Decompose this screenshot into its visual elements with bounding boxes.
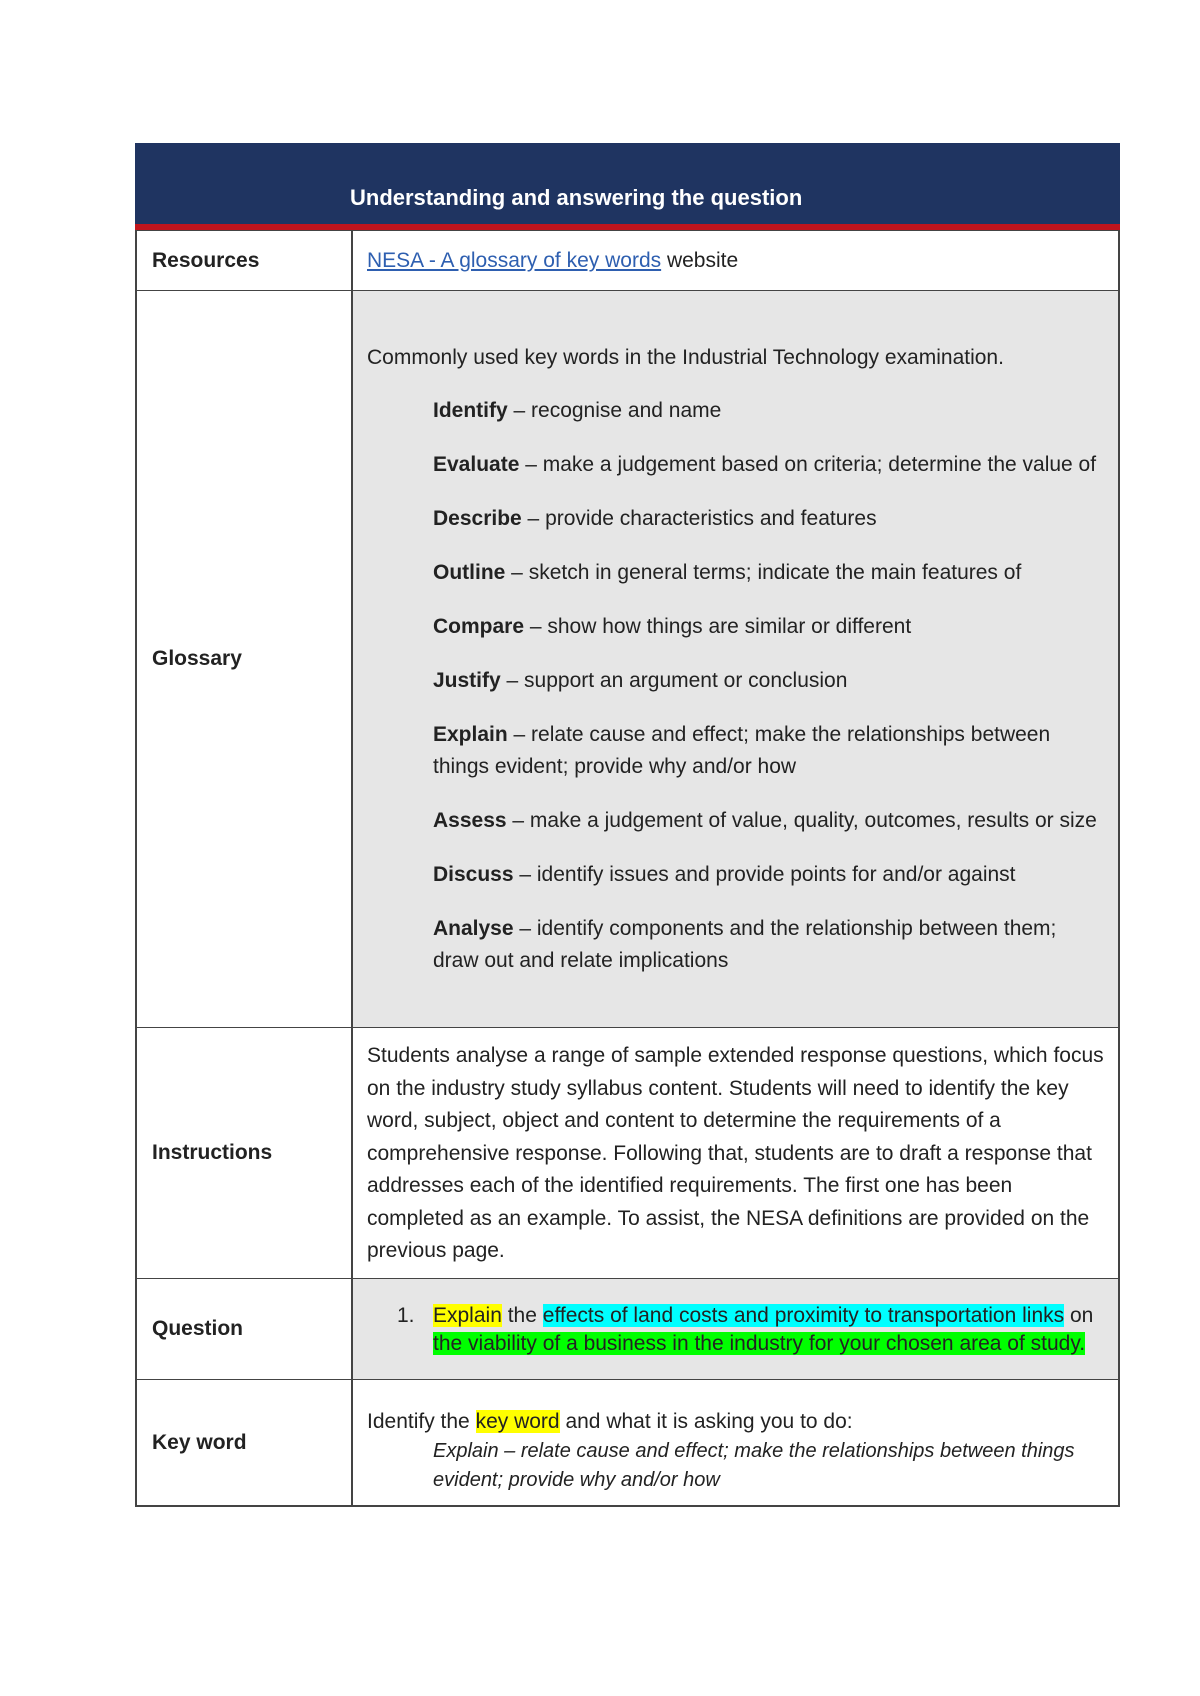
question-object: the viability of a business in the industry for your chosen area of study. xyxy=(433,1332,1086,1355)
instructions-row xyxy=(136,1028,1119,1279)
resources-cell xyxy=(352,231,1119,291)
glossary-item: Describe – provide characteristics and features xyxy=(433,506,877,530)
nesa-glossary-link[interactable]: NESA - A glossary of key words xyxy=(367,248,662,272)
question-keyword: Explain xyxy=(433,1304,502,1327)
key-word-cell xyxy=(352,1380,1119,1507)
instructions-text: Students analyse a range of sample extended response questions, which focus on the industry study syllabus content. Students will need to identify the key word, subject, object and content to determine the requirements of a comprehensive response. Following that, students are to draft a response that addresses each of the identified requirements. The first one has been completed as an example. To assist, the NESA definitions are provided on the previous page. xyxy=(367,1044,1104,1263)
question-cell xyxy=(352,1279,1119,1380)
glossary-item: Evaluate – make a judgement based on criteria; determine the value of xyxy=(433,452,1097,476)
key-word-definition: Explain – relate cause and effect; make the relationships between things evident; provide why and/or how xyxy=(433,1440,1075,1491)
glossary-item: Assess – make a judgement of value, quality, outcomes, results or size xyxy=(433,808,1097,832)
glossary-item: Outline – sketch in general terms; indicate the main features of xyxy=(433,560,1022,584)
glossary-intro: Commonly used key words in the Industrial Technology examination. xyxy=(367,345,1004,369)
table-title: Understanding and answering the question xyxy=(350,185,803,210)
instructions-cell xyxy=(352,1028,1119,1279)
table-header xyxy=(135,143,1120,230)
resources-row xyxy=(136,231,1119,291)
glossary-row xyxy=(136,291,1119,1028)
key-word-prompt: Identify the key word and what it is asking you to do: xyxy=(367,1410,853,1433)
key-words-table xyxy=(135,230,1120,1507)
glossary-item: Discuss – identify issues and provide points for and/or against xyxy=(433,862,1016,886)
key-word-highlight: key word xyxy=(475,1410,560,1433)
glossary-item: Analyse – identify components and the relationship between them; draw out and relate implications xyxy=(433,916,1057,972)
glossary-label: Glossary xyxy=(136,291,352,1028)
question-label: Question xyxy=(136,1279,352,1380)
key-word-label: Key word xyxy=(136,1380,352,1507)
question-text: Explain the effects of land costs and proximity to transportation links on the viability of a business in the industry for your chosen area of study. xyxy=(433,1304,1094,1355)
glossary-item: Explain – relate cause and effect; make the relationships between things evident; provide why and/or how xyxy=(433,722,1051,778)
glossary-item: Compare – show how things are similar or different xyxy=(433,614,912,638)
glossary-cell xyxy=(352,291,1119,1028)
question-subject: effects of land costs and proximity to transportation links xyxy=(542,1304,1065,1327)
resources-label: Resources xyxy=(136,231,352,291)
instructions-label: Instructions xyxy=(136,1028,352,1279)
resources-suffix: website xyxy=(661,248,739,272)
key-word-row xyxy=(136,1380,1119,1507)
glossary-item: Identify – recognise and name xyxy=(433,398,722,422)
glossary-item: Justify – support an argument or conclusion xyxy=(433,668,848,692)
question-number: 1. xyxy=(397,1304,415,1327)
worksheet-table xyxy=(135,143,1120,1507)
question-row xyxy=(136,1279,1119,1380)
